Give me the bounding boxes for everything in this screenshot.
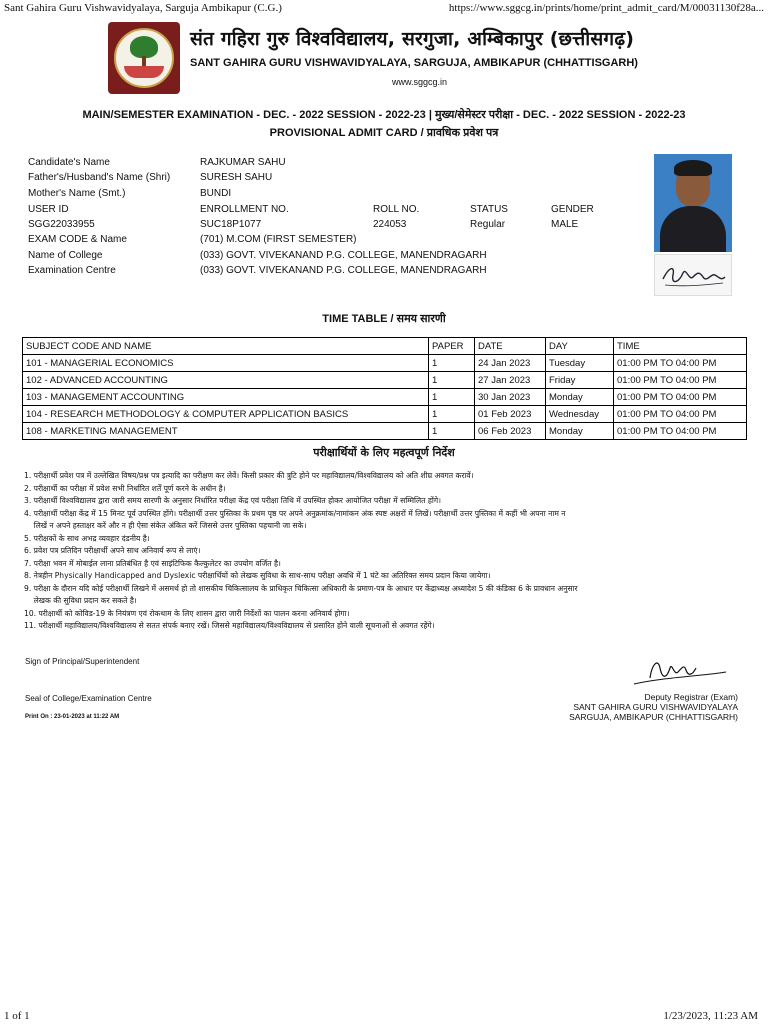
time-cell: 01:00 PM TO 04:00 PM xyxy=(614,423,747,440)
timetable-header-row xyxy=(23,338,747,355)
registrar-org: SANT GAHIRA GURU VISHWAVIDYALAYA xyxy=(573,702,738,712)
time-cell: 01:00 PM TO 04:00 PM xyxy=(614,389,747,406)
roll-no-label: ROLL NO. xyxy=(373,204,420,215)
instructions-list xyxy=(24,470,746,633)
table-row xyxy=(23,406,747,423)
table-row xyxy=(23,423,747,440)
gender-label: GENDER xyxy=(551,204,594,215)
principal-sign-label: Sign of Principal/Superintendent xyxy=(25,657,140,666)
table-row xyxy=(23,355,747,372)
day-cell: Monday xyxy=(546,423,614,440)
paper-cell: 1 xyxy=(429,389,475,406)
day-cell: Wednesday xyxy=(546,406,614,423)
date-cell: 27 Jan 2023 xyxy=(475,372,546,389)
registrar-block xyxy=(569,692,738,722)
centre-name: (033) GOVT. VIVEKANAND P.G. COLLEGE, MANENDRAGARH xyxy=(200,265,487,276)
registrar-signature xyxy=(622,654,732,692)
mother-name: BUNDI xyxy=(200,188,232,199)
college-label: Name of College xyxy=(28,250,103,261)
instruction-item: 11. परीक्षार्थी महाविद्यालय/विश्वविद्यालय से सतत संपर्क बनाए रखें। जिससे महाविद्यालय/विश्वविद्यालय से प्रसारित होने वाली सूचनाओं से अवगत रहेंगे। xyxy=(24,621,435,630)
paper-cell: 1 xyxy=(429,423,475,440)
candidate-photo xyxy=(654,154,732,252)
mother-name-label: Mother's Name (Smt.) xyxy=(28,188,126,199)
instructions-title: परीक्षार्थियों के लिए महत्वपूर्ण निर्देश xyxy=(313,446,455,459)
university-logo xyxy=(108,22,180,94)
candidate-name-label: Candidate's Name xyxy=(28,157,110,168)
enrollment-no: SUC18P1077 xyxy=(200,219,262,230)
instruction-item: 6. प्रवेश पत्र प्रतिदिन परीक्षार्थी अपने साथ अनिवार्य रूप से लाएं। xyxy=(24,546,201,555)
instruction-item: 5. परीक्षकों के साथ अभद्र व्यवहार दंडनीय है। xyxy=(24,533,150,543)
subject-cell: 103 - MANAGEMENT ACCOUNTING xyxy=(23,389,429,406)
instruction-item: 9. परीक्षा के दौरान यदि कोई परीक्षार्थी लिखने में असमर्थ हो तो शासकीय चिकित्सालय के प्राधिकृत चिकित्सा अधिकारी के प्रमाण-पत्र के आधार पर केंद्राध्यक्ष अध्यादेश 5 की कंडिका 6 के प्रावधान अनुसार xyxy=(24,583,578,593)
day-cell: Friday xyxy=(546,372,614,389)
table-row xyxy=(23,372,747,389)
instruction-item: 7. परीक्षा भवन में मोबाईल लाना प्रतिबंधित है एवं साइंटिफिक कैल्कुलेटर का उपयोग वर्जित है। xyxy=(24,558,281,568)
status-value: Regular xyxy=(470,219,506,230)
candidate-signature xyxy=(654,254,732,296)
time-cell: 01:00 PM TO 04:00 PM xyxy=(614,372,747,389)
time-cell: 01:00 PM TO 04:00 PM xyxy=(614,355,747,372)
column-header: PAPER xyxy=(429,338,475,355)
date-cell: 24 Jan 2023 xyxy=(475,355,546,372)
column-header: DATE xyxy=(475,338,546,355)
timetable-title: TIME TABLE / समय सारणी xyxy=(322,313,446,325)
time-cell: 01:00 PM TO 04:00 PM xyxy=(614,406,747,423)
date-cell: 01 Feb 2023 xyxy=(475,406,546,423)
instruction-item: 8. नेत्रहीन Physically Handicapped and Dyslexic परीक्षार्थियों को लेखक सुविधा के साथ-साथ परीक्षा अवधि में 1 घंटे का अतिरिक्त समय प्रदान किया जायेगा। xyxy=(24,571,491,580)
print-timestamp: 1/23/2023, 11:23 AM xyxy=(663,1010,758,1022)
browser-page-title: Sant Gahira Guru Vishwavidyalaya, Sarguja Ambikapur (C.G.) xyxy=(4,2,282,14)
paper-cell: 1 xyxy=(429,372,475,389)
status-label: STATUS xyxy=(470,204,508,215)
instruction-item: लिखें न अपने हस्ताक्षर करें और न ही ऐसा संकेत अंकित करें जिससे उत्तर पुस्तिका पहचानी जा सके। xyxy=(24,521,307,530)
timetable xyxy=(22,337,747,440)
column-header: DAY xyxy=(546,338,614,355)
seal-label: Seal of College/Examination Centre xyxy=(25,694,152,703)
father-name-label: Father's/Husband's Name (Shri) xyxy=(28,172,171,183)
exam-code: (701) M.COM (FIRST SEMESTER) xyxy=(200,234,357,245)
subject-cell: 101 - MANAGERIAL ECONOMICS xyxy=(23,355,429,372)
instruction-item: 4. परीक्षार्थी परीक्षा केंद्र में 15 मिनट पूर्व उपस्थित होंगे। परीक्षार्थी उत्तर पुस्तिका के प्रथम पृष्ठ पर अपने अनुक्रमांक/नामांकन अंक स्पष्ट अक्षरों में लिखें। परीक्षार्थी उत्तर पुस्तिका में कहीं भी अपना नाम न xyxy=(24,508,566,518)
enrollment-label: ENROLLMENT NO. xyxy=(200,204,289,215)
candidate-name: RAJKUMAR SAHU xyxy=(200,157,286,168)
column-header: SUBJECT CODE AND NAME xyxy=(23,338,429,355)
registrar-title: Deputy Registrar (Exam) xyxy=(644,692,738,702)
paper-cell: 1 xyxy=(429,406,475,423)
university-hindi-name: संत गहिरा गुरु विश्वविद्यालय, सरगुजा, अम्बिकापुर (छत्तीसगढ़) xyxy=(190,28,635,50)
university-website[interactable]: www.sggcg.in xyxy=(392,77,448,87)
exam-session-title: MAIN/SEMESTER EXAMINATION - DEC. - 2022 SESSION - 2022-23 | मुख्य/सेमेस्टर परीक्षा - DEC. - 2022 SESSION - 2022-23 xyxy=(82,109,686,121)
instruction-item: 1. परीक्षार्थी प्रवेश पत्र में उल्लेखित विषय/प्रश्न पत्र इत्यादि का परीक्षण कर लेवें। किसी प्रकार की त्रुटि होने पर महाविद्यालय/विश्वविद्यालय को अति शीघ्र अवगत करावें। xyxy=(24,471,474,480)
instruction-item: लेखक की सुविधा प्रदान कर सकते है। xyxy=(24,596,137,605)
instruction-item: 2. परीक्षार्थी का परीक्षा में प्रवेश सभी निर्धारित शर्तें पूर्ण करने के अधीन है। xyxy=(24,483,226,493)
printed-on: Print On : 23-01-2023 at 11:22 AM xyxy=(25,714,120,720)
admit-card-title: PROVISIONAL ADMIT CARD / प्रावधिक प्रवेश पत्र xyxy=(269,127,499,139)
browser-url: https://www.sggcg.in/prints/home/print_admit_card/M/00031130f28a... xyxy=(448,2,764,14)
centre-label: Examination Centre xyxy=(28,265,116,276)
instruction-item: 10. परीक्षार्थी को कोविड-19 के नियंत्रण एवं रोकथाम के लिए शासन द्वारा जारी निर्देशों का पालन करना अनिवार्य होगा। xyxy=(24,608,350,618)
page-count: 1 of 1 xyxy=(4,1010,30,1022)
registrar-place: SARGUJA, AMBIKAPUR (CHHATTISGARH) xyxy=(569,712,738,722)
college-name: (033) GOVT. VIVEKANAND P.G. COLLEGE, MANENDRAGARH xyxy=(200,250,487,261)
date-cell: 06 Feb 2023 xyxy=(475,423,546,440)
user-id-label: USER ID xyxy=(28,204,69,215)
table-row xyxy=(23,389,747,406)
roll-no: 224053 xyxy=(373,219,407,230)
column-header: TIME xyxy=(614,338,747,355)
exam-code-label: EXAM CODE & Name xyxy=(28,234,127,245)
subject-cell: 108 - MARKETING MANAGEMENT xyxy=(23,423,429,440)
instruction-item: 3. परीक्षार्थी विश्वविद्यालय द्वारा जारी समय सारणी के अनुसार निर्धारित परीक्षा केंद्र एवं परीक्षा तिथि में उपस्थित होकर आयोजित परीक्षा में सम्मिलित होंगे। xyxy=(24,496,441,505)
gender-value: MALE xyxy=(551,219,579,230)
day-cell: Tuesday xyxy=(546,355,614,372)
subject-cell: 104 - RESEARCH METHODOLOGY & COMPUTER APPLICATION BASICS xyxy=(23,406,429,423)
university-english-name: SANT GAHIRA GURU VISHWAVIDYALAYA, SARGUJA, AMBIKAPUR (CHHATTISGARH) xyxy=(190,57,638,69)
date-cell: 30 Jan 2023 xyxy=(475,389,546,406)
father-name: SURESH SAHU xyxy=(200,172,273,183)
paper-cell: 1 xyxy=(429,355,475,372)
user-id: SGG22033955 xyxy=(28,219,95,230)
subject-cell: 102 - ADVANCED ACCOUNTING xyxy=(23,372,429,389)
day-cell: Monday xyxy=(546,389,614,406)
